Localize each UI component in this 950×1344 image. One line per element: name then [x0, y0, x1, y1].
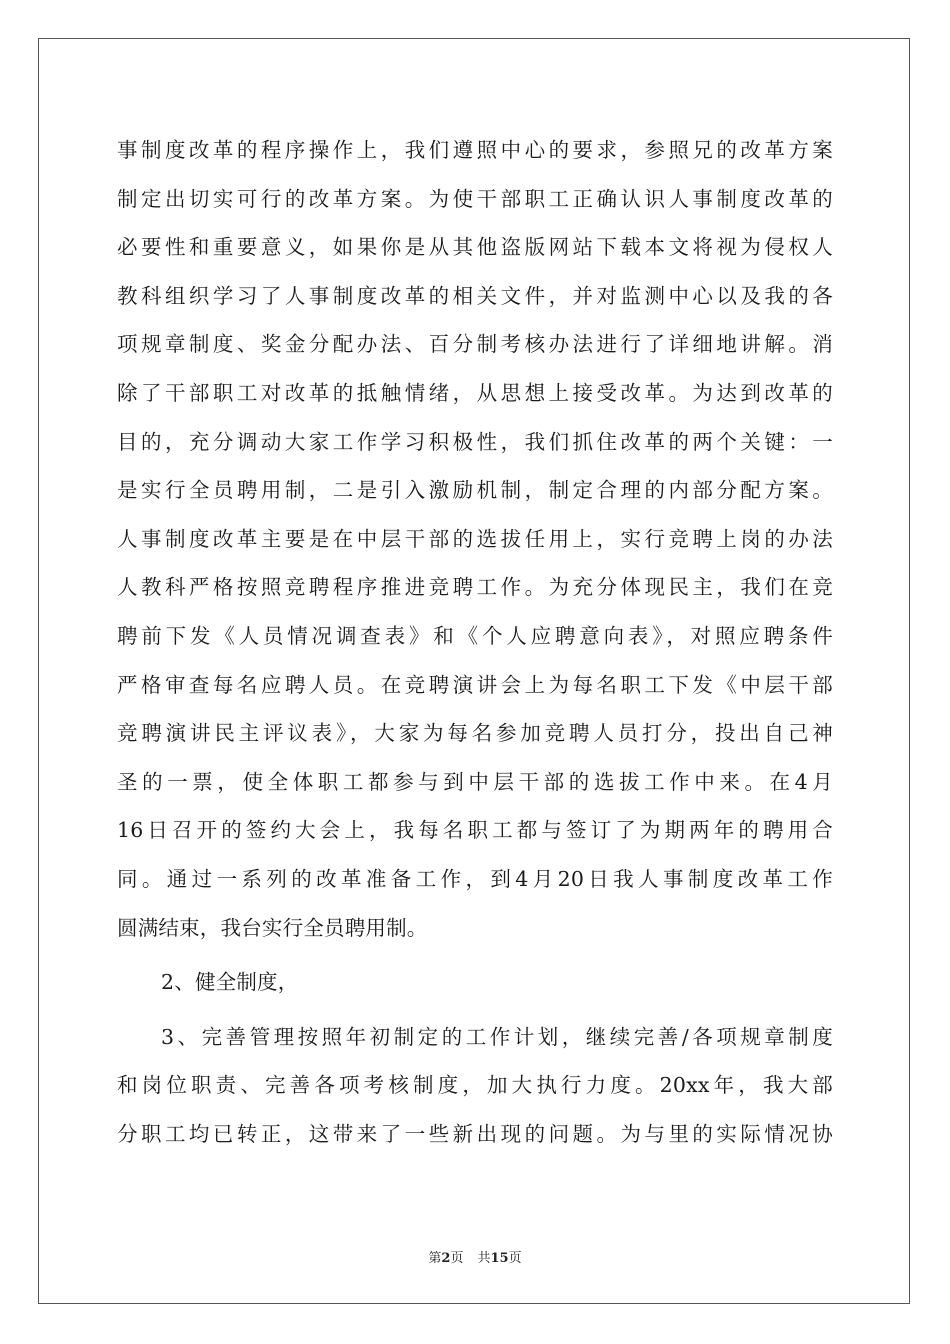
text-line: 目的，充分调动大家工作学习积极性，我们抓住改革的两个关键：一 [117, 429, 833, 454]
page-number: 2 [441, 1251, 451, 1266]
page-total: 15 [490, 1251, 509, 1266]
page-prefix: 第 [428, 1251, 442, 1266]
text-line: 项规章制度、奖金分配办法、百分制考核办法进行了详细地讲解。消 [117, 332, 833, 357]
text-line: 圆满结束，我台实行全员聘用制。 [117, 915, 428, 940]
text-line: 同。通过一系列的改革准备工作，到4月20日我人事制度改革工作 [117, 866, 833, 891]
text-line: 严格审查每名应聘人员。在竞聘演讲会上为每名职工下发《中层干部 [117, 672, 833, 697]
text-line: 聘前下发《人员情况调查表》和《个人应聘意向表》，对照应聘条件 [117, 623, 833, 648]
text-line: 教科组织学习了人事制度改革的相关文件，并对监测中心以及我的各 [117, 283, 833, 308]
text-line: 人事制度改革主要是在中层干部的选拔任用上，实行竞聘上岗的办法 [117, 526, 833, 551]
text-line: 是实行全员聘用制，二是引入激励机制，制定合理的内部分配方案。 [117, 478, 833, 503]
text-line: 和岗位职责、完善各项考核制度，加大执行力度。20xx年，我大部 [117, 1073, 834, 1098]
text-line: 人教科严格按照竞聘程序推进竞聘工作。为充分体现民主，我们在竞 [117, 575, 833, 600]
total-suffix: 页 [508, 1251, 522, 1266]
page-suffix: 页 [450, 1251, 464, 1266]
total-prefix: 共 [477, 1251, 491, 1266]
text-line: 必要性和重要意义，如果你是从其他盗版网站下载本文将视为侵权人 [117, 235, 833, 260]
text-line: 制定出切实可行的改革方案。为使干部职工正确认识人事制度改革的 [117, 186, 833, 211]
page-footer [0, 1247, 950, 1266]
list-item-heading: 2、健全制度， [161, 970, 299, 995]
text-line: 3、完善管理按照年初制定的工作计划，继续完善/各项规章制度 [161, 1024, 833, 1049]
text-line: 除了干部职工对改革的抵触情绪，从思想上接受改革。为达到改革的 [117, 380, 833, 405]
text-line: 事制度改革的程序操作上，我们遵照中心的要求，参照兄的改革方案 [117, 138, 833, 162]
text-line: 竞聘演讲民主评议表》，大家为每名参加竞聘人员打分，投出自己神 [117, 721, 833, 746]
text-line: 16日召开的签约大会上，我每名职工都与签订了为期两年的聘用合 [117, 818, 833, 843]
document-body [117, 126, 833, 1158]
text-line: 分职工均已转正，这带来了一些新出现的问题。为与里的实际情况协 [117, 1121, 833, 1146]
text-line: 圣的一票，使全体职工都参与到中层干部的选拔工作中来。在4月 [117, 769, 833, 794]
